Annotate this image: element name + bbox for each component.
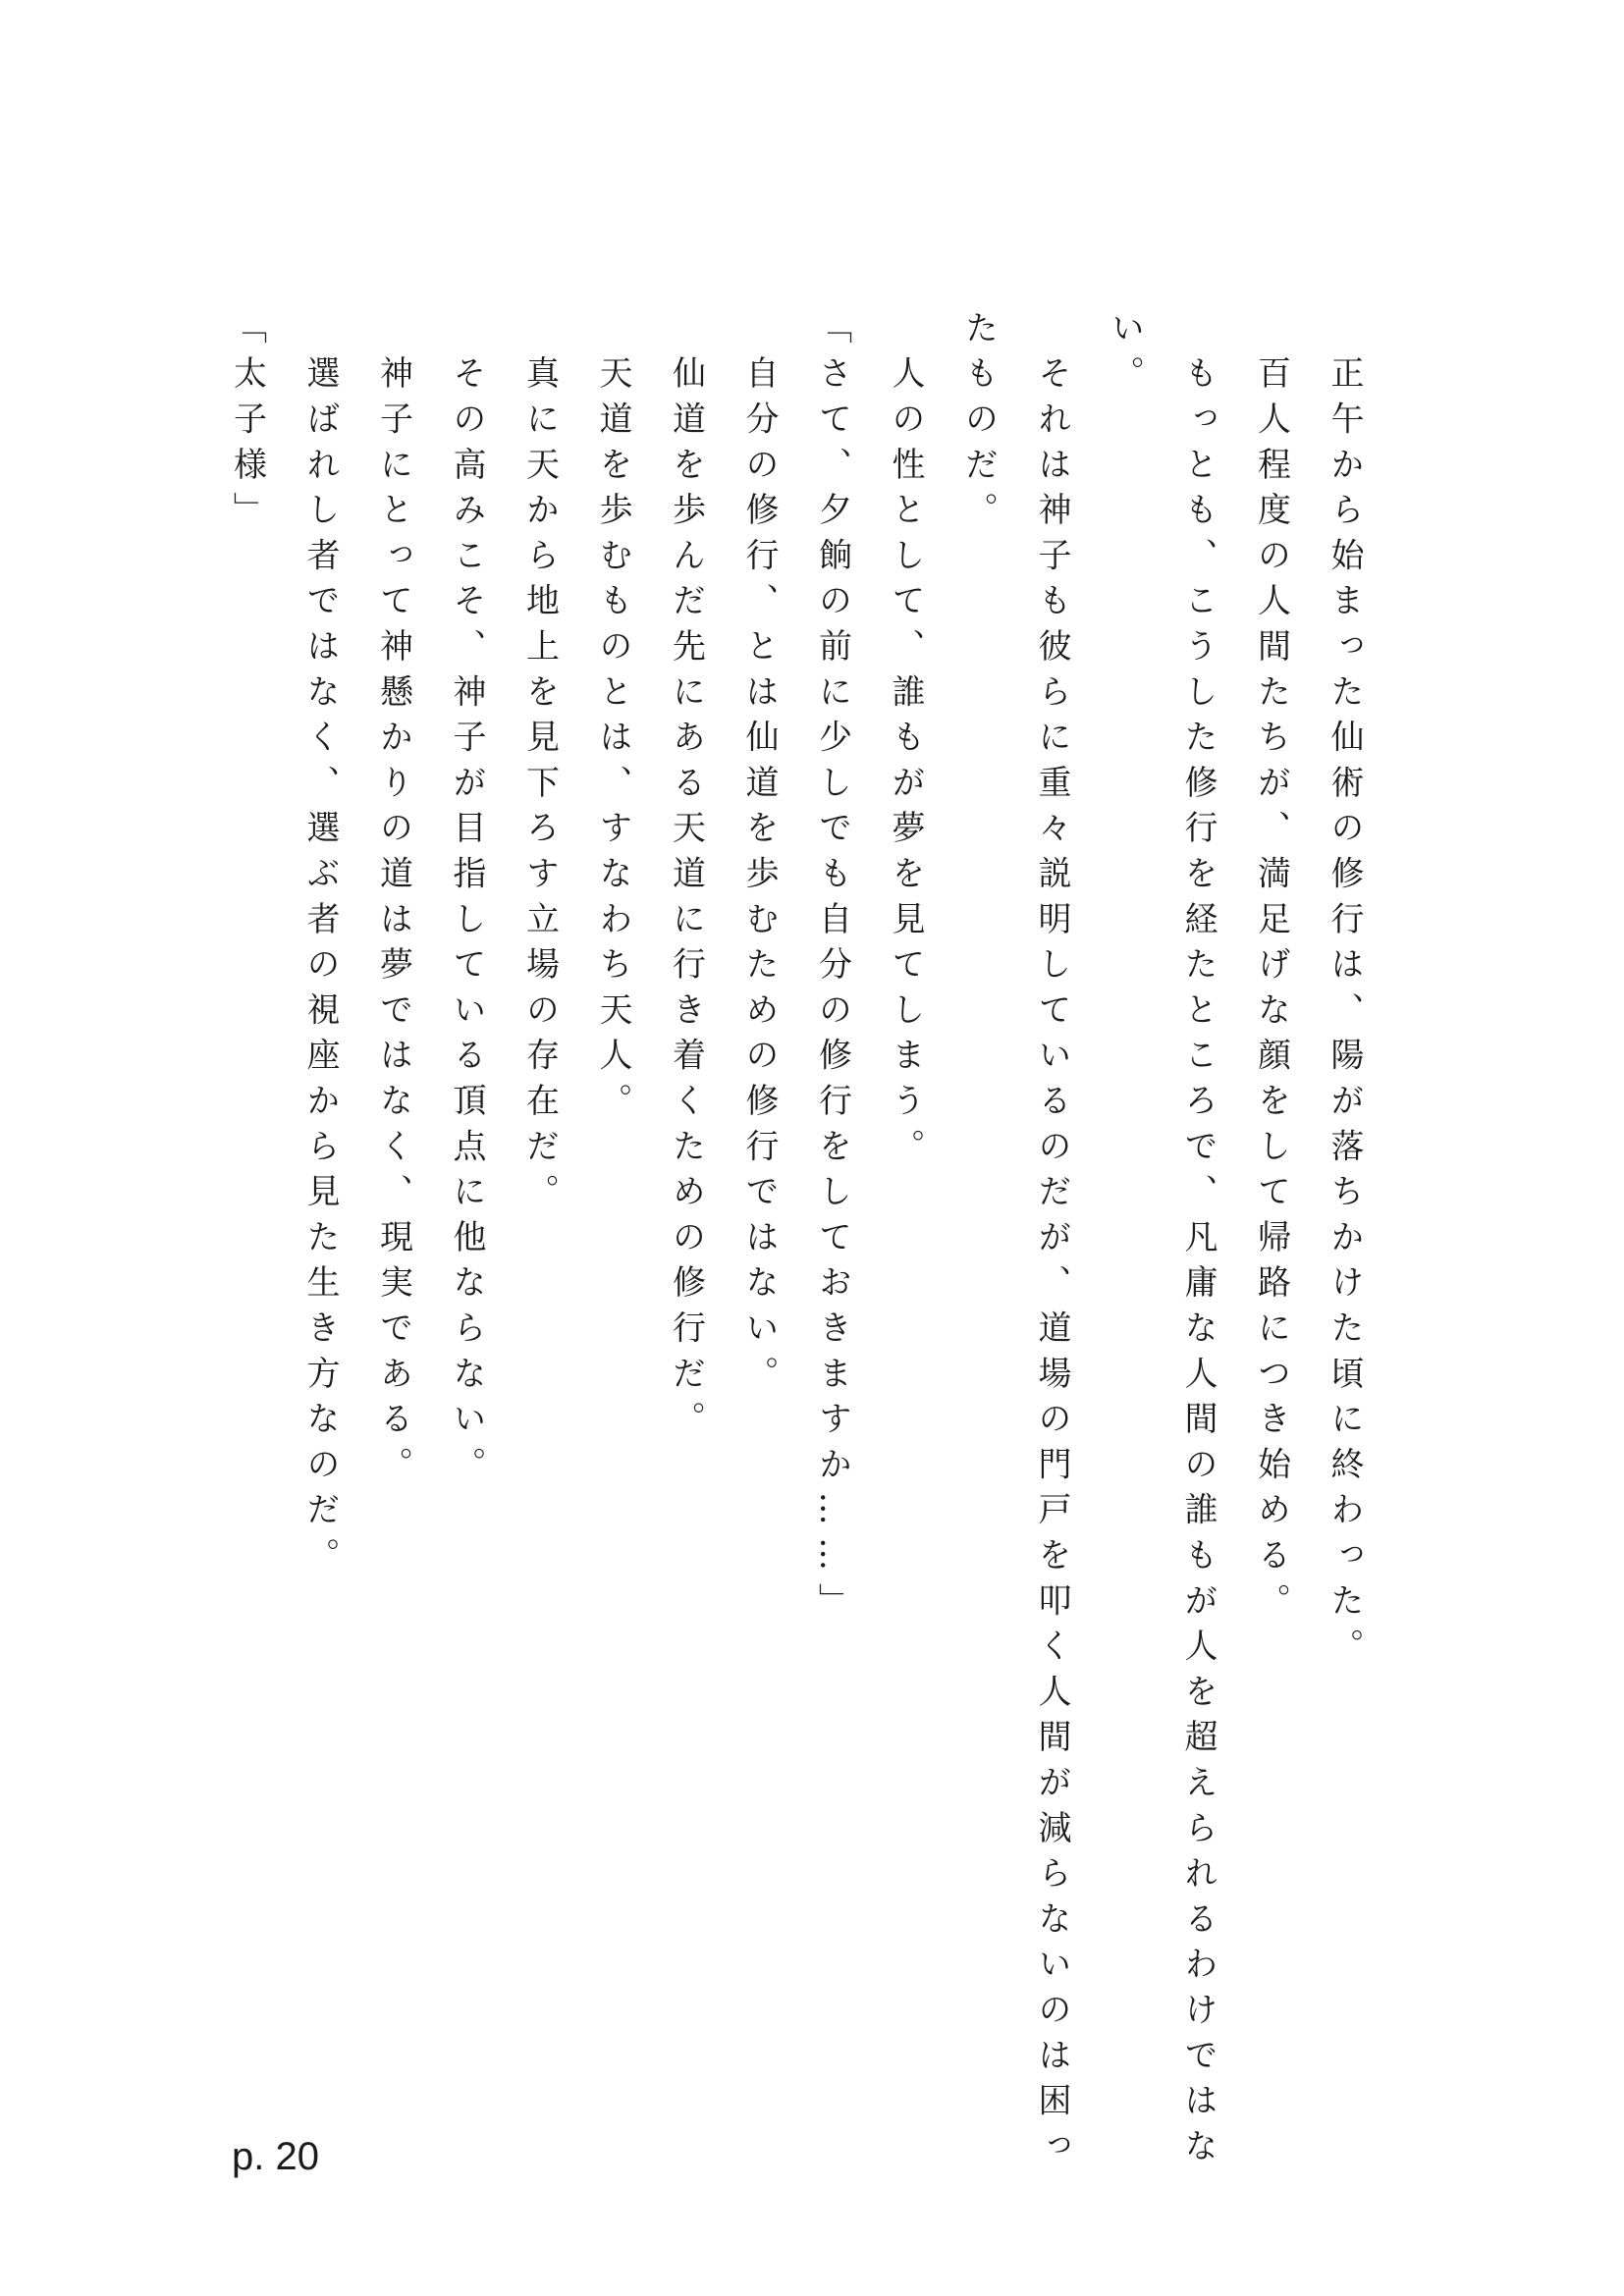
text-line: その高みこそ、神子が目指している頂点に他ならない。	[447, 310, 486, 1492]
text-line: それは神子も彼らに重々説明しているのだが、道場の門戸を叩く人間が減らないのは困っ	[1032, 310, 1071, 2174]
page-number: p. 20	[232, 2135, 319, 2178]
vertical-text-body	[210, 310, 1380, 2175]
text-line: い。	[1105, 310, 1145, 401]
text-line: 正午から始まった仙術の修行は、陽が落ちかけた頃に終わった。	[1325, 310, 1364, 1674]
text-line: 自分の修行、とは仙道を歩むための修行ではない。	[739, 310, 779, 1402]
text-line: 人の性として、誰もが夢を見てしまう。	[886, 310, 925, 1174]
text-line: もっとも、こうした修行を経たところで、凡庸な人間の誰もが人を超えられるわけではな	[1178, 310, 1218, 2174]
text-line: たものだ。	[958, 310, 999, 538]
text-line: 仙道を歩んだ先にある天道に行き着くための修行だ。	[666, 310, 706, 1447]
text-line: 神子にとって神懸かりの道は夢ではなく、現実である。	[373, 310, 413, 1492]
text-line: 「さて、夕餉の前に少しでも自分の修行をしておきますか……」	[812, 310, 852, 1629]
text-line: 天道を歩むものとは、すなわち天人。	[593, 310, 632, 1129]
text-line: 「太子様」	[227, 310, 267, 538]
text-line: 選ばれし者ではなく、選ぶ者の視座から見た生き方なのだ。	[300, 310, 340, 1583]
text-line: 真に天から地上を見下ろす立場の存在だ。	[519, 310, 560, 1219]
text-line: 百人程度の人間たちが、満足げな顔をして帰路につき始める。	[1251, 310, 1291, 1629]
